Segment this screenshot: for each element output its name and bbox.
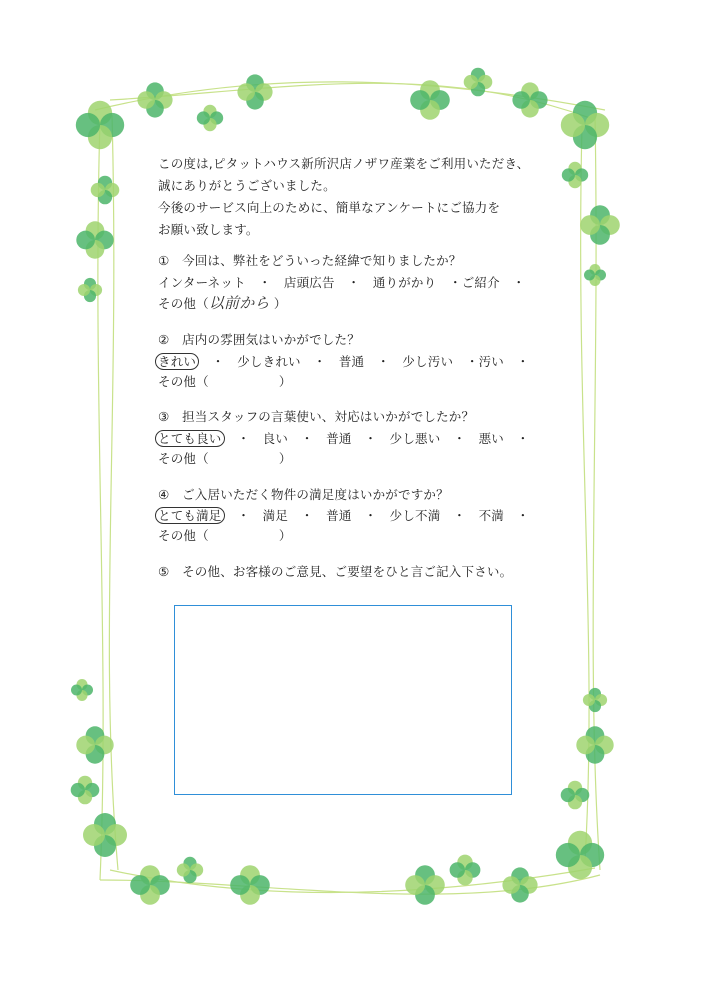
q4-option-satisfied[interactable]: 満足	[262, 508, 289, 523]
comment-textarea[interactable]	[174, 605, 512, 795]
q3-option-bad[interactable]: 悪い	[478, 431, 504, 446]
q1-option-internet[interactable]: インターネット	[158, 275, 246, 290]
clover-leaf-cluster	[583, 688, 607, 712]
clover-leaf-cluster	[177, 857, 203, 883]
q5-question: ⑤ その他、お客様のご意見、ご要望をひと言ご記入下さい。	[158, 564, 513, 579]
intro-line-1: この度は,ピタットハウス新所沢店ノザワ産業をご利用いただき、	[158, 156, 530, 171]
clover-leaf-cluster	[83, 813, 127, 857]
q2-option-dirty[interactable]: 汚い	[478, 354, 504, 369]
clover-leaf-cluster	[197, 105, 223, 131]
q1-other-close: ）	[273, 296, 287, 311]
q1-other-row	[158, 292, 287, 313]
q3-other-row	[158, 449, 292, 467]
clover-leaf-cluster	[556, 831, 604, 879]
intro-line-2: 誠にありがとうございました。	[158, 178, 336, 193]
q3-question: ③ 担当スタッフの言葉使い、対応はいかがでしたか？	[158, 409, 475, 424]
q2-option-somewhat-dirty[interactable]: 少し汚い	[402, 354, 454, 369]
q1-other-label: その他（	[158, 296, 209, 311]
q1-option-storefront-ad[interactable]: 店頭広告	[283, 275, 335, 290]
clover-leaf-cluster	[71, 776, 100, 805]
q3-options: とても良い ・ 良い ・ 普通 ・ 少し悪い ・ 悪い ・	[158, 429, 529, 447]
q4-option-very-satisfied-selected[interactable]: とても満足	[155, 507, 225, 524]
clover-leaf-cluster	[584, 264, 606, 286]
clover-leaf-cluster	[562, 162, 588, 188]
q4-option-normal[interactable]: 普通	[326, 508, 352, 523]
q4-option-somewhat-dissatisfied[interactable]: 少し不満	[389, 508, 441, 523]
q2-other-close: ）	[278, 374, 292, 389]
q3-option-somewhat-bad[interactable]: 少し悪い	[389, 431, 441, 446]
clover-leaf-cluster	[405, 865, 445, 905]
q4-question: ④ ご入居いただく物件の満足度はいかがですか？	[158, 487, 449, 502]
q1-question: ① 今回は、弊社をどういった経緯で知りましたか？	[158, 253, 462, 268]
clover-leaf-cluster	[137, 82, 172, 117]
clover-leaf-cluster	[230, 865, 270, 905]
clover-leaf-cluster	[561, 101, 609, 149]
q4-option-dissatisfied[interactable]: 不満	[478, 508, 504, 523]
clover-leaf-cluster	[91, 176, 120, 205]
clover-leaf-cluster	[130, 865, 170, 905]
clover-leaf-cluster	[561, 781, 590, 810]
q1-other-answer[interactable]: 以前から	[208, 294, 270, 312]
q2-other-row	[158, 372, 292, 390]
q3-other-label: その他（	[158, 451, 209, 466]
q1-option-referral[interactable]: ご紹介	[461, 275, 500, 290]
q4-other-row	[158, 526, 292, 544]
intro-line-4: お願い致します。	[158, 222, 259, 237]
clover-leaf-cluster	[76, 221, 113, 258]
clover-leaf-cluster	[237, 74, 272, 109]
q2-option-somewhat-clean[interactable]: 少しきれい	[237, 354, 301, 369]
q2-other-label: その他（	[158, 374, 209, 389]
q2-question: ② 店内の雰囲気はいかがでした？	[158, 332, 360, 347]
q2-options: きれい ・ 少しきれい ・ 普通 ・ 少し汚い ・汚い ・	[158, 352, 529, 370]
q4-other-label: その他（	[158, 528, 209, 543]
q4-options: とても満足 ・ 満足 ・ 普通 ・ 少し不満 ・ 不満 ・	[158, 506, 529, 524]
q1-options: インターネット ・ 店頭広告 ・ 通りがかり ・ご紹介 ・	[158, 275, 526, 290]
q3-other-close: ）	[278, 451, 292, 466]
clover-leaf-cluster	[576, 726, 613, 763]
clover-leaf-cluster	[76, 726, 113, 763]
clover-leaf-cluster	[502, 867, 537, 902]
clover-leaf-cluster	[512, 82, 547, 117]
q1-option-passing-by[interactable]: 通りがかり	[372, 275, 437, 290]
q3-option-normal[interactable]: 普通	[326, 431, 352, 446]
q4-other-close: ）	[278, 528, 292, 543]
intro-line-3: 今後のサービス向上のために、簡単なアンケートにご協力を	[158, 200, 501, 215]
clover-leaf-cluster	[580, 205, 620, 245]
clover-leaf-cluster	[450, 855, 481, 886]
q2-option-normal[interactable]: 普通	[338, 354, 365, 369]
q3-option-very-good-selected[interactable]: とても良い	[155, 430, 225, 447]
q3-option-good[interactable]: 良い	[262, 431, 289, 446]
clover-leaf-cluster	[71, 679, 93, 701]
clover-leaf-cluster	[76, 101, 124, 149]
q2-option-clean-selected[interactable]: きれい	[155, 353, 199, 370]
